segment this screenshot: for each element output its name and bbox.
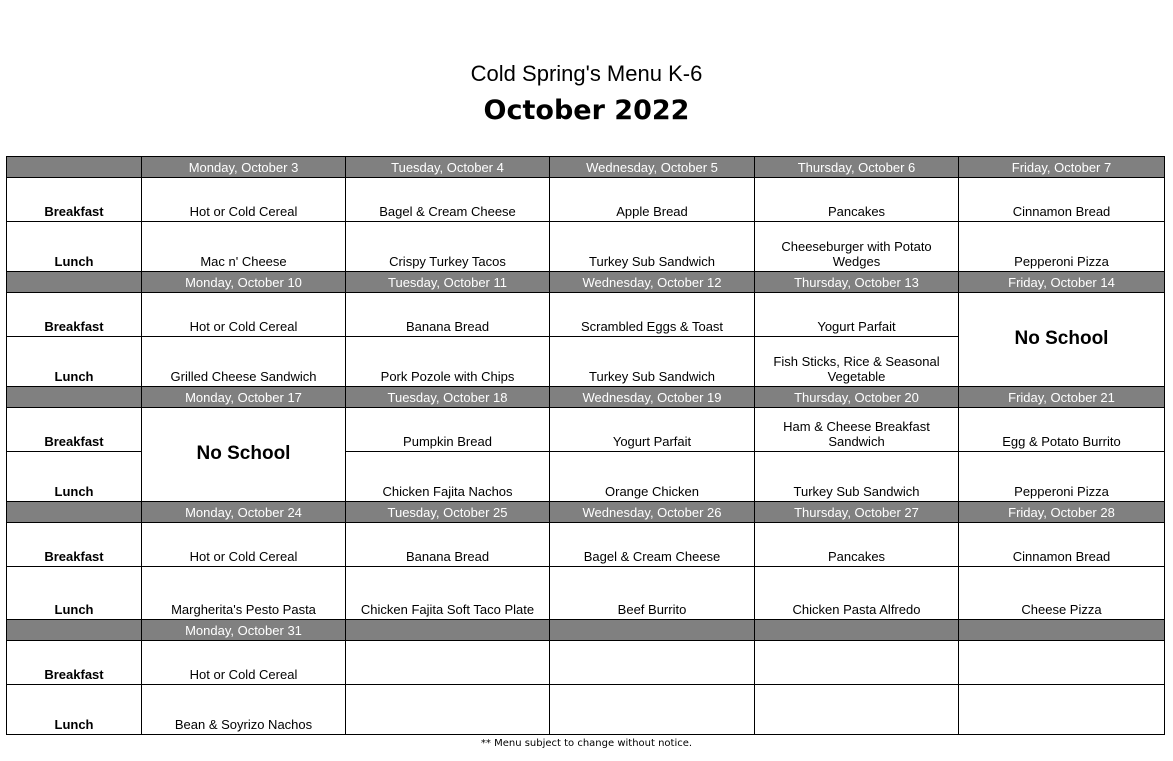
week-header [7,620,1165,641]
menu-cell [755,641,959,685]
menu-cell: Cheeseburger with Potato Wedges [755,222,959,272]
day-header: Friday, October 7 [959,157,1165,178]
menu-cell: Yogurt Parfait [550,408,755,452]
menu-cell [959,685,1165,735]
menu-cell: Chicken Pasta Alfredo [755,567,959,620]
header-blank [7,272,142,293]
day-header: Friday, October 21 [959,387,1165,408]
menu-month: October 2022 [483,95,690,126]
day-header: Thursday, October 20 [755,387,959,408]
day-header: Monday, October 17 [142,387,346,408]
day-header: Monday, October 3 [142,157,346,178]
breakfast-row [7,293,1165,337]
breakfast-label: Breakfast [7,408,142,452]
lunch-label: Lunch [7,452,142,502]
day-header [346,620,550,641]
day-header: Tuesday, October 25 [346,502,550,523]
breakfast-label: Breakfast [7,178,142,222]
menu-cell: Pancakes [755,523,959,567]
header-blank [7,620,142,641]
no-school-cell: No School [959,293,1165,387]
breakfast-row [7,408,1165,452]
day-header: Tuesday, October 11 [346,272,550,293]
menu-cell: Fish Sticks, Rice & Seasonal Vegetable [755,337,959,387]
menu-cell [755,685,959,735]
menu-cell: Yogurt Parfait [755,293,959,337]
menu-cell: Pumpkin Bread [346,408,550,452]
menu-cell: Ham & Cheese Breakfast Sandwich [755,408,959,452]
menu-cell: Chicken Fajita Nachos [346,452,550,502]
breakfast-row [7,523,1165,567]
lunch-label: Lunch [7,567,142,620]
menu-cell [550,685,755,735]
week-header [7,157,1165,178]
day-header: Tuesday, October 4 [346,157,550,178]
menu-cell: Crispy Turkey Tacos [346,222,550,272]
no-school-cell: No School [142,408,346,502]
menu-cell: Cheese Pizza [959,567,1165,620]
lunch-row [7,567,1165,620]
menu-cell: Hot or Cold Cereal [142,293,346,337]
menu-title: Cold Spring's Menu K-6 [470,61,703,86]
menu-cell [550,641,755,685]
menu-cell: Grilled Cheese Sandwich [142,337,346,387]
menu-cell: Turkey Sub Sandwich [550,337,755,387]
breakfast-label: Breakfast [7,523,142,567]
menu-cell: Chicken Fajita Soft Taco Plate [346,567,550,620]
day-header: Tuesday, October 18 [346,387,550,408]
menu-cell: Egg & Potato Burrito [959,408,1165,452]
breakfast-label: Breakfast [7,641,142,685]
day-header: Thursday, October 13 [755,272,959,293]
day-header: Monday, October 31 [142,620,346,641]
menu-cell: Pepperoni Pizza [959,222,1165,272]
lunch-row [7,222,1165,272]
menu-cell: Hot or Cold Cereal [142,641,346,685]
menu-cell: Cinnamon Bread [959,178,1165,222]
day-header: Wednesday, October 12 [550,272,755,293]
menu-cell: Orange Chicken [550,452,755,502]
menu-cell: Cinnamon Bread [959,523,1165,567]
menu-cell: Turkey Sub Sandwich [755,452,959,502]
day-header [550,620,755,641]
week-header [7,272,1165,293]
lunch-label: Lunch [7,337,142,387]
menu-cell: Banana Bread [346,523,550,567]
header-blank [7,157,142,178]
menu-cell [346,641,550,685]
header-blank [7,502,142,523]
menu-cell: Banana Bread [346,293,550,337]
lunch-label: Lunch [7,222,142,272]
lunch-row [7,685,1165,735]
menu-table [6,156,1164,735]
menu-cell: Bean & Soyrizo Nachos [142,685,346,735]
day-header: Wednesday, October 26 [550,502,755,523]
menu-cell: Apple Bread [550,178,755,222]
day-header: Monday, October 10 [142,272,346,293]
menu-cell: Mac n' Cheese [142,222,346,272]
menu-cell: Margherita's Pesto Pasta [142,567,346,620]
day-header: Wednesday, October 5 [550,157,755,178]
menu-cell: Pepperoni Pizza [959,452,1165,502]
day-header [959,620,1165,641]
day-header: Friday, October 28 [959,502,1165,523]
menu-cell: Pork Pozole with Chips [346,337,550,387]
day-header: Friday, October 14 [959,272,1165,293]
menu-cell: Bagel & Cream Cheese [550,523,755,567]
lunch-label: Lunch [7,685,142,735]
menu-cell: Hot or Cold Cereal [142,523,346,567]
week-header [7,387,1165,408]
week-header [7,502,1165,523]
menu-cell: Turkey Sub Sandwich [550,222,755,272]
day-header: Wednesday, October 19 [550,387,755,408]
menu-cell: Scrambled Eggs & Toast [550,293,755,337]
breakfast-row [7,178,1165,222]
header-blank [7,387,142,408]
menu-cell: Pancakes [755,178,959,222]
menu-cell [346,685,550,735]
day-header: Thursday, October 27 [755,502,959,523]
day-header: Thursday, October 6 [755,157,959,178]
day-header [755,620,959,641]
breakfast-row [7,641,1165,685]
footnote: ** Menu subject to change without notice. [480,738,693,749]
breakfast-label: Breakfast [7,293,142,337]
menu-cell: Beef Burrito [550,567,755,620]
menu-cell [959,641,1165,685]
day-header: Monday, October 24 [142,502,346,523]
menu-cell: Bagel & Cream Cheese [346,178,550,222]
menu-cell: Hot or Cold Cereal [142,178,346,222]
